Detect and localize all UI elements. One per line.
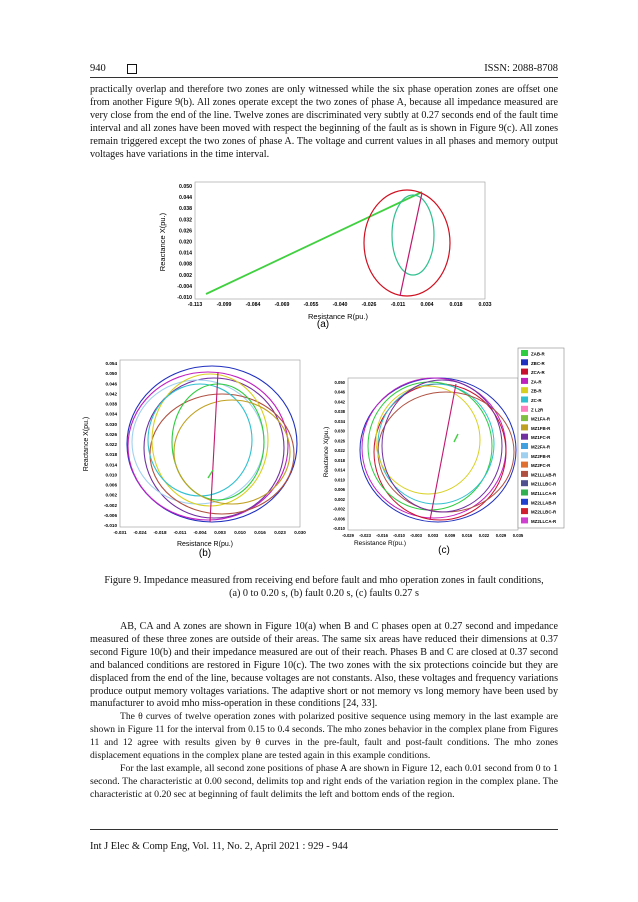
- pc-ytick: 0.022: [334, 448, 345, 454]
- panel-c-line-impedance: [430, 384, 456, 520]
- pc-xtick: 0.003: [427, 533, 439, 538]
- legend-label: MZ2LLBC-R: [531, 509, 557, 515]
- panel-c-zone-ellipses: [360, 378, 516, 522]
- pa-ytick: 0.038: [179, 206, 192, 213]
- pb-ytick: 0.014: [105, 462, 117, 468]
- body-paragraph-1: AB, CA and A zones are shown in Figure 10(a) when B and C phases open at 0.27 second and impedance measured of these three zones are outside of their areas. The same six areas have reduced their dimensions at 0.37 second Figure 10(b) and their impedance measured are out of their reach. Phases B and C are closed at 0.37 second and balanced conditions are restored in Figure 10(c). The two zones with the six protections coincide but they are displaced from the end of the line, because voltages are not constants. Also, these voltages and frequency variations produce output memory voltages variations. The adaptive short or not memory vs long memory have been used by manufacturer to avoid mho miss-operation in these conditions [24, 33].: [90, 621, 558, 710]
- pb-ytick: 0.026: [105, 431, 117, 437]
- pa-xtick: -0.113: [187, 302, 203, 308]
- pb-ytick: 0.038: [105, 401, 117, 407]
- footer-rule: [90, 829, 558, 830]
- panel-a-line-impedance: [400, 193, 422, 296]
- pb-xtick: -0.011: [173, 530, 187, 535]
- legend-swatch: [521, 517, 528, 523]
- figure-panel-c: [323, 348, 564, 547]
- body-text: [90, 621, 558, 802]
- legend-swatch: [521, 434, 528, 440]
- pa-xtick: 0.033: [478, 302, 492, 308]
- pa-xtick: -0.055: [303, 302, 319, 308]
- panel-a-ylabel: Reactance X(pu.): [158, 212, 167, 272]
- pb-xtick: -0.018: [153, 530, 167, 535]
- legend-swatch: [521, 415, 528, 421]
- pc-ytick: 0.014: [334, 467, 345, 473]
- pb-ytick: -0.006: [103, 512, 117, 518]
- panel-a-impedance-trajectory: [206, 192, 422, 294]
- pa-xtick: -0.040: [332, 302, 348, 308]
- panel-c-impedance-marker: [454, 434, 458, 442]
- pb-ytick: 0.018: [105, 452, 117, 458]
- pc-ytick: -0.006: [333, 516, 345, 522]
- pb-ytick: 0.006: [105, 482, 117, 488]
- pb-xtick: -0.004: [193, 530, 207, 535]
- pa-ytick: 0.026: [179, 228, 192, 235]
- panel-a-label: (a): [316, 319, 330, 330]
- legend-label: MZ2FC-R: [531, 463, 551, 469]
- legend-swatch: [521, 508, 528, 514]
- pc-xtick: -0.029: [342, 533, 354, 538]
- panel-b-xlabel: Resistance R(pu.): [176, 541, 234, 548]
- pc-ytick: 0.006: [334, 487, 345, 493]
- legend-label: MZ2FA-R: [531, 444, 551, 450]
- issn-label: ISSN: 2088-8708: [484, 63, 558, 74]
- pc-xtick: 0.016: [461, 533, 473, 538]
- pa-xtick: -0.084: [245, 302, 261, 308]
- page-number: 940: [90, 63, 106, 74]
- panel-c-xlabel: Resistance R(pu.): [353, 540, 407, 547]
- pc-ytick: 0.042: [334, 399, 345, 405]
- panel-a-xlabel: Resistance R(pu.): [307, 312, 369, 321]
- pc-ytick: 0.050: [334, 380, 345, 385]
- pc-ytick: 0.002: [334, 496, 345, 502]
- pa-ytick: 0.002: [179, 272, 192, 279]
- pc-ytick: 0.010: [334, 477, 345, 483]
- pc-xtick: -0.016: [376, 533, 388, 538]
- legend-swatch: [521, 462, 528, 468]
- legend-label: MZ1FA-R: [531, 416, 551, 422]
- pa-ytick: 0.020: [179, 239, 192, 246]
- pc-xtick: -0.010: [393, 533, 405, 538]
- pb-ytick: 0.034: [105, 411, 117, 417]
- legend-label: ZB-R: [531, 388, 542, 394]
- legend-label: MZ1FB-R: [531, 425, 551, 431]
- body-paragraph-3: For the last example, all second zone positions of phase A are shown in Figure 12, each 0.01 second from 0 to 1 second. The characteristic at 0.00 second, delimits top and right ends of the variation region in the complex plane. The characteristic at 0.20 sec at beginning of fault delimits the left and bottom ends of the region.: [90, 762, 558, 800]
- legend-swatch: [521, 480, 528, 486]
- figure-panel-b: [83, 360, 306, 548]
- pb-xtick: 0.030: [294, 530, 306, 535]
- pb-ytick: 0.010: [105, 472, 117, 478]
- pb-ytick: 0.002: [105, 492, 117, 498]
- pb-xtick: 0.010: [234, 530, 246, 535]
- legend-label: ZAB-R: [531, 351, 545, 357]
- pa-ytick: 0.032: [179, 217, 192, 224]
- legend-label: MZ1FC-R: [531, 435, 551, 441]
- panel-a-zone-circle-outer: [364, 190, 450, 296]
- legend-swatch: [521, 406, 528, 412]
- panel-b-zone-ellipses: [127, 366, 297, 522]
- pa-xtick: -0.011: [390, 302, 406, 308]
- legend-label: ZBC-R: [531, 360, 545, 366]
- pc-xtick: 0.029: [495, 533, 507, 538]
- pa-xtick: -0.026: [361, 302, 377, 308]
- legend-label: MZ1LLBC-R: [531, 481, 557, 487]
- pb-ytick: -0.010: [103, 523, 117, 528]
- pb-ytick: 0.054: [105, 361, 117, 366]
- pa-xtick: 0.004: [420, 302, 434, 308]
- panel-b-ylabel: Reactance X(pu.): [83, 416, 90, 472]
- pc-xtick: 0.022: [478, 533, 490, 538]
- legend-swatch: [521, 452, 528, 458]
- pb-xtick: 0.016: [254, 530, 266, 535]
- panel-b-label: (b): [198, 548, 212, 559]
- pa-ytick: -0.010: [177, 295, 192, 301]
- figure-caption: Figure 9. Impedance measured from receiving end before fault and mho operation zones in fault conditions, (a) 0 to 0.20 s, (b) fault 0.20 s, (c) faults 0.27 s: [104, 575, 544, 599]
- legend-swatch: [521, 378, 528, 384]
- pb-xtick: 0.003: [214, 530, 226, 535]
- pb-ytick: 0.050: [105, 371, 117, 377]
- legend-swatch: [521, 471, 528, 477]
- pb-xtick: -0.024: [133, 530, 147, 535]
- pc-xtick: 0.009: [444, 533, 456, 538]
- pc-xtick: -0.023: [359, 533, 371, 538]
- legend-swatch: [521, 369, 528, 375]
- pc-xtick: -0.003: [410, 533, 422, 538]
- pc-ytick: 0.030: [334, 428, 345, 434]
- legend-label: ZA-R: [531, 379, 542, 385]
- pc-xtick: 0.035: [512, 533, 524, 538]
- pb-ytick: 0.030: [105, 421, 117, 427]
- pc-ytick: -0.002: [333, 506, 345, 512]
- legend-swatch: [521, 499, 528, 505]
- pb-ytick: -0.002: [103, 502, 117, 508]
- legend-swatch: [521, 443, 528, 449]
- pb-xtick: -0.031: [113, 530, 127, 535]
- pc-ytick: 0.046: [334, 389, 345, 395]
- legend-swatch: [521, 387, 528, 393]
- pa-xtick: -0.069: [274, 302, 290, 308]
- legend-label: Z L2R: [531, 407, 544, 413]
- body-paragraph-2: The θ curves of twelve operation zones with polarized positive sequence using memory in the last example are shown in Figure 11 for the interval from 0.15 to 0.4 seconds. The mho zones behavior in the complex plane from Figures 11 and 12 agree with results given by θ curves in the pre-fault, fault and post-fault conditions. The mho zones displacement equations in the complex plane are tested again in this example conditions.: [90, 711, 558, 762]
- pb-ytick: 0.042: [105, 391, 117, 397]
- pc-ytick: 0.034: [334, 418, 345, 424]
- legend-label: MZ2FB-R: [531, 453, 551, 459]
- legend-label: MZ1LLCA-R: [531, 491, 557, 496]
- figure-panel-a: [158, 182, 492, 321]
- pb-ytick: 0.022: [105, 442, 117, 447]
- pa-ytick: 0.008: [179, 261, 192, 268]
- legend-label: MZ2LLAB-R: [531, 500, 557, 506]
- legend-swatch: [521, 397, 528, 403]
- pa-ytick: 0.050: [179, 184, 192, 190]
- legend-label: ZC-R: [531, 398, 542, 403]
- legend-swatch: [521, 350, 528, 356]
- legend-swatch: [521, 424, 528, 430]
- panel-c-ylabel: Reactance X(pu.): [323, 426, 330, 478]
- pc-ytick: 0.038: [334, 409, 345, 415]
- pa-ytick: -0.004: [177, 283, 192, 290]
- pa-xtick: -0.099: [216, 302, 232, 308]
- legend-label: MZ2LLCA-R: [531, 518, 557, 524]
- panel-c-label: (c): [438, 545, 450, 556]
- pc-ytick: 0.018: [334, 457, 345, 463]
- legend-swatch: [521, 490, 528, 496]
- pa-ytick: 0.014: [179, 250, 192, 257]
- pc-ytick: 0.026: [334, 438, 345, 444]
- legend-swatch: [521, 359, 528, 365]
- pb-ytick: 0.046: [105, 381, 117, 387]
- pa-ytick: 0.044: [179, 195, 192, 202]
- page-footer: Int J Elec & Comp Eng, Vol. 11, No. 2, April 2021 : 929 - 944: [90, 841, 348, 852]
- legend-label: ZCA-R: [531, 370, 545, 376]
- pc-ytick: -0.010: [333, 526, 345, 531]
- intro-paragraph: practically overlap and therefore two zones are only witnessed while the six phase operation zones are offset one from another Figure 9(b). All zones operate except the two zones of phase A, because all impedance measured are very close from the end of the line. Twelve zones are discriminated very subtly at 0.27 seconds end of the fault time interval and all zones have been moved with respect the beginning of the fault as is shown in Figure 9(c). All zones remain triggered except the two zones of phase A. The voltage and current values in all phases and memory output voltages have variations in the time interval.: [90, 84, 558, 160]
- legend-label: MZ1LLAB-R: [531, 472, 557, 478]
- pb-xtick: 0.023: [274, 530, 286, 535]
- pa-xtick: 0.018: [449, 302, 463, 308]
